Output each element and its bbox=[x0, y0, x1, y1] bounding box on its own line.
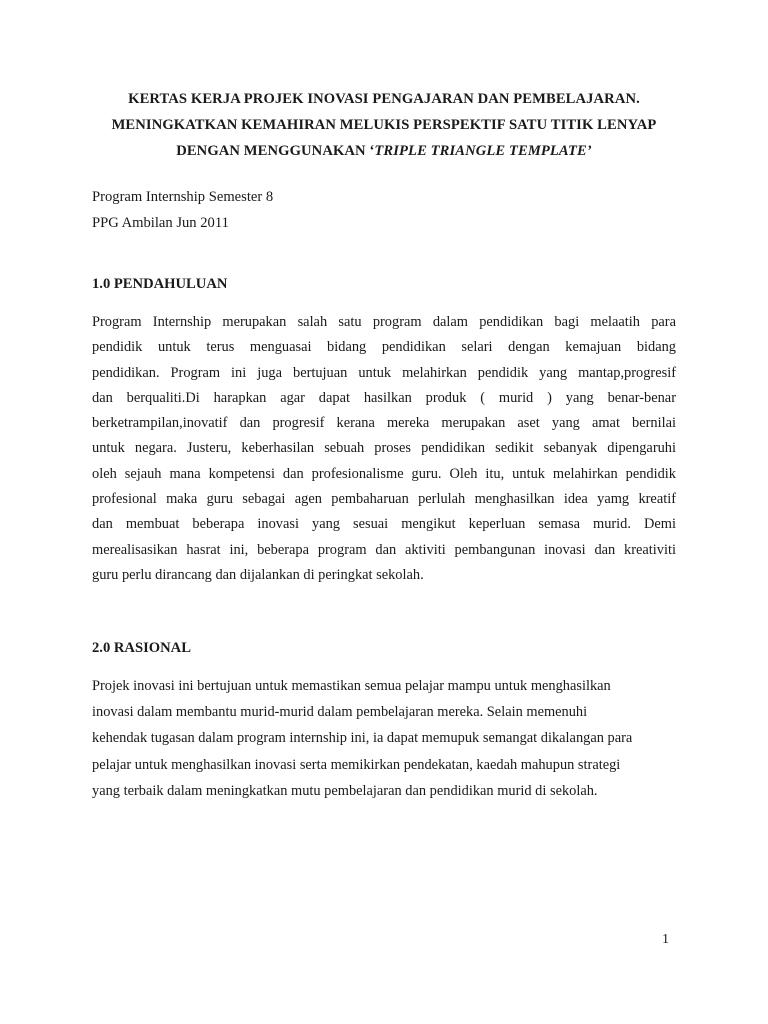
paragraph-line: pendidikan. Program ini juga bertujuan untuk melahirkan pendidik yang mantap,progresif bbox=[92, 364, 676, 381]
intake-label: PPG Ambilan Jun 2011 bbox=[92, 215, 229, 231]
paragraph-line: pendidik untuk terus menguasai bidang pendidikan selari dengan kemajuan bidang bbox=[92, 339, 676, 356]
title-line-3-italic: TRIPLE TRIANGLE TEMPLATE’ bbox=[374, 143, 592, 159]
paragraph-line: oleh sejauh mana kompetensi dan profesionalisme guru. Oleh itu, untuk melahirkan pendidik bbox=[92, 465, 676, 482]
section-body-pendahuluan bbox=[92, 310, 676, 588]
section-body-rasional bbox=[92, 673, 676, 804]
paragraph-line: inovasi dalam membantu murid-murid dalam pembelajaran mereka. Selain memenuhi bbox=[92, 704, 588, 721]
title-line-3 bbox=[92, 138, 676, 164]
paragraph-line: dan berqualiti.Di harapkan agar dapat hasilkan produk ( murid ) yang benar-benar bbox=[92, 389, 676, 406]
program-label: Program Internship Semester 8 bbox=[92, 189, 274, 205]
paragraph-line: profesional maka guru sebagai agen pembaharuan perlulah menghasilkan idea yamg kreatif bbox=[92, 491, 676, 508]
paragraph-line: merealisasikan hasrat ini, beberapa program dan aktiviti pembangunan inovasi dan kreativiti bbox=[92, 541, 676, 558]
paragraph-line: Program Internship merupakan salah satu program dalam pendidikan bagi melaatih para bbox=[92, 314, 676, 330]
paragraph-line: kehendak tugasan dalam program internship ini, ia dapat memupuk semangat dikalangan para bbox=[92, 730, 633, 747]
paragraph-line: yang terbaik dalam meningkatkan mutu pembelajaran dan pendidikan murid di sekolah. bbox=[92, 782, 598, 799]
section-heading-rasional: 2.0 RASIONAL bbox=[92, 640, 191, 656]
paragraph-line: guru perlu dirancang dan dijalankan di peringkat sekolah. bbox=[92, 566, 424, 583]
title-line-1: KERTAS KERJA PROJEK INOVASI PENGAJARAN DAN PEMBELAJARAN. bbox=[128, 91, 640, 107]
title-line-3-prefix: DENGAN MENGGUNAKAN ‘ bbox=[176, 143, 375, 159]
paragraph-line: untuk negara. Justeru, keberhasilan sebuah proses pendidikan sedikit sebanyak dipengaruhi bbox=[92, 440, 676, 457]
page-number: 1 bbox=[662, 932, 669, 947]
document-title bbox=[92, 86, 676, 164]
paragraph-line: dan membuat beberapa inovasi yang sesuai mengikut keperluan semasa murid. Demi bbox=[92, 516, 676, 533]
paragraph-line: pelajar untuk menghasilkan inovasi serta memikirkan pendekatan, kaedah mahupun strategi bbox=[92, 756, 621, 773]
section-heading-pendahuluan: 1.0 PENDAHULUAN bbox=[92, 276, 228, 292]
title-line-2: MENINGKATKAN KEMAHIRAN MELUKIS PERSPEKTIF SATU TITIK LENYAP bbox=[111, 117, 657, 133]
paragraph-line: Projek inovasi ini bertujuan untuk memastikan semua pelajar mampu untuk menghasilkan bbox=[92, 678, 611, 694]
paragraph-line: berketrampilan,inovatif dan progresif kerana mereka merupakan aset yang amat bernilai bbox=[92, 415, 676, 432]
